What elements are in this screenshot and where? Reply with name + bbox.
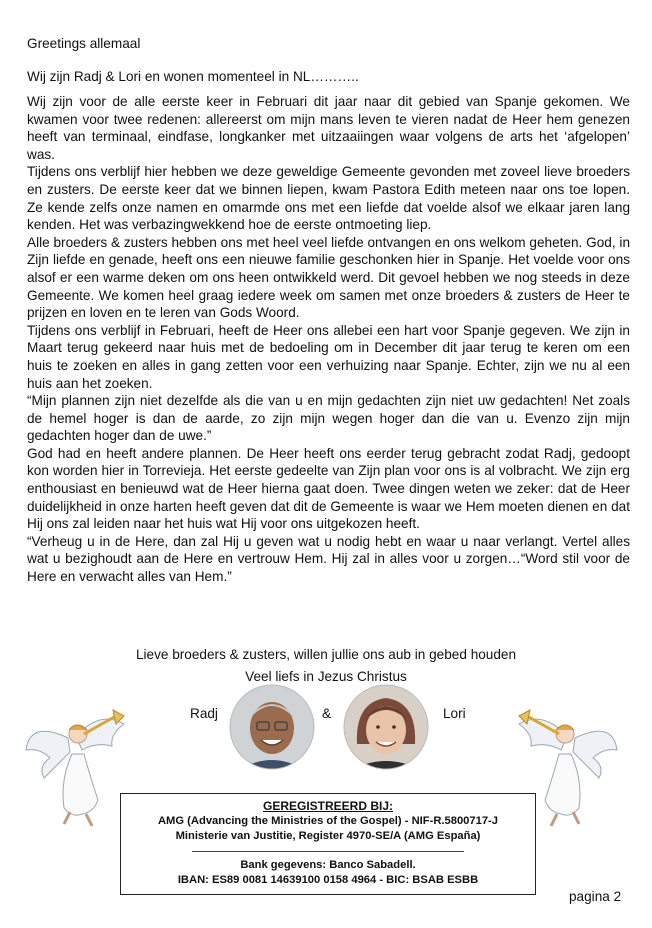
angel-trumpet-icon (20, 700, 135, 830)
greeting: Greetings allemaal (27, 36, 141, 51)
name-lori: Lori (443, 706, 466, 721)
letter-body (27, 93, 630, 586)
ampersand: & (322, 706, 332, 721)
bank-details: Bank gegevens: Banco Sabadell. (240, 859, 416, 871)
paragraph: Wij zijn voor de alle eerste keer in Februari dit jaar naar dit gebied van Spanje gekomen. We kwamen voor twee redenen: allereerst om mijn mans leven te vieren nadat de Heer hem genezen heeft van terminaal, eindfase, longkanker met uitzaaiingen waar volgens de arts het ‘afgelopen’ was. (27, 94, 630, 162)
radj-photo (229, 684, 315, 770)
registration-title: GEREGISTREERD BIJ: (262, 799, 394, 813)
farewell: Veel liefs in Jezus Christus (245, 669, 407, 684)
lori-photo (343, 684, 429, 770)
registration-line-1: AMG (Advancing the Ministries of the Gospel) - NIF-R.5800717-J (157, 815, 499, 827)
prayer-request: Lieve broeders & zusters, willen jullie ons aub in gebed houden (135, 647, 517, 662)
paragraph: God had en heeft andere plannen. De Heer heeft ons eerder terug gebracht zodat Radj, gedoopt kon worden hier in Torrevieja. Het eerste gedeelte van Zijn plan voor ons is al volbracht. We zijn erg enthousiast en benieuwd wat de Heer hierna gaat doen. Twee dingen weten we zeker: dat de Heer duidelijkheid in onze harten heeft geven dat dit de Gemeente is waar we Hem moeten dienen en dat Hij ons zal leiden naar het huis wat Hij voor ons uitgekozen heeft. (27, 445, 630, 532)
bible-quote: “Verheug u in de Here, dan zal Hij u geven wat u nodig hebt en waar u naar verlangt. Vertel alles wat u bezighoudt aan de Here en vertrouw Hem. Hij zal in alles voor u zorgen…“Word stil voor de Here en verwacht alles van Hem.” (27, 533, 630, 585)
iban-bic: IBAN: ES89 0081 14639100 0158 4964 - BIC: BSAB ESBB (177, 874, 479, 886)
bible-quote: “Mijn plannen zijn niet dezelfde als die van u en mijn gedachten zijn niet uw gedachten! Net zoals de hemel hoger is dan de aarde, zo zijn mijn wegen hoger dan die van u. Evenzo zijn mijn gedachten hoger dan de uwe.” (27, 393, 630, 444)
page-number: pagina 2 (569, 889, 622, 904)
registration-box (120, 793, 536, 895)
name-radj: Radj (190, 706, 218, 721)
paragraph: Tijdens ons verblijf in Februari, heeft de Heer ons allebei een hart voor Spanje gegeven. We zijn in Maart terug gekeerd naar huis met de bedoeling om in December dit jaar terug te keren om een huis te zoeken en alles in gang zetten voor een verhuizing naar Spanje. Echter, zijn we nu al een huis aan het zoeken. (27, 322, 630, 391)
registration-line-2: Ministerie van Justitie, Register 4970-SE/A (AMG España) (175, 830, 481, 842)
intro-line: Wij zijn Radj & Lori en wonen momenteel in NL……….. (27, 69, 359, 84)
paragraph: Alle broeders & zusters hebben ons met heel veel liefde ontvangen en ons welkom geheten. God, in Zijn liefde en genade, heeft ons een nieuwe familie geschonken hier in Spanje. Het voelde voor ons alsof er een warme deken om ons heen ontwikkeld werd. Dit gevoel hebben we nog steeds in deze Gemeente. We komen heel graag iedere week om samen met onze broeders & zusters de Heer te prijzen en loven en te leren van Gods Woord. (27, 234, 630, 321)
paragraph: Tijdens ons verblijf hier hebben we deze geweldige Gemeente gevonden met zoveel lieve broeders en zusters. De eerste keer dat we binnen liepen, kwam Pastora Edith meteen naar ons toe lopen. Ze kende zelfs onze namen en omarmde ons met een liefde dat voelde alsof we elkaar jaren lang kenden. Het was verbazingwekkend hoe de eerste ontmoeting liep. (27, 164, 630, 233)
divider (192, 851, 464, 852)
